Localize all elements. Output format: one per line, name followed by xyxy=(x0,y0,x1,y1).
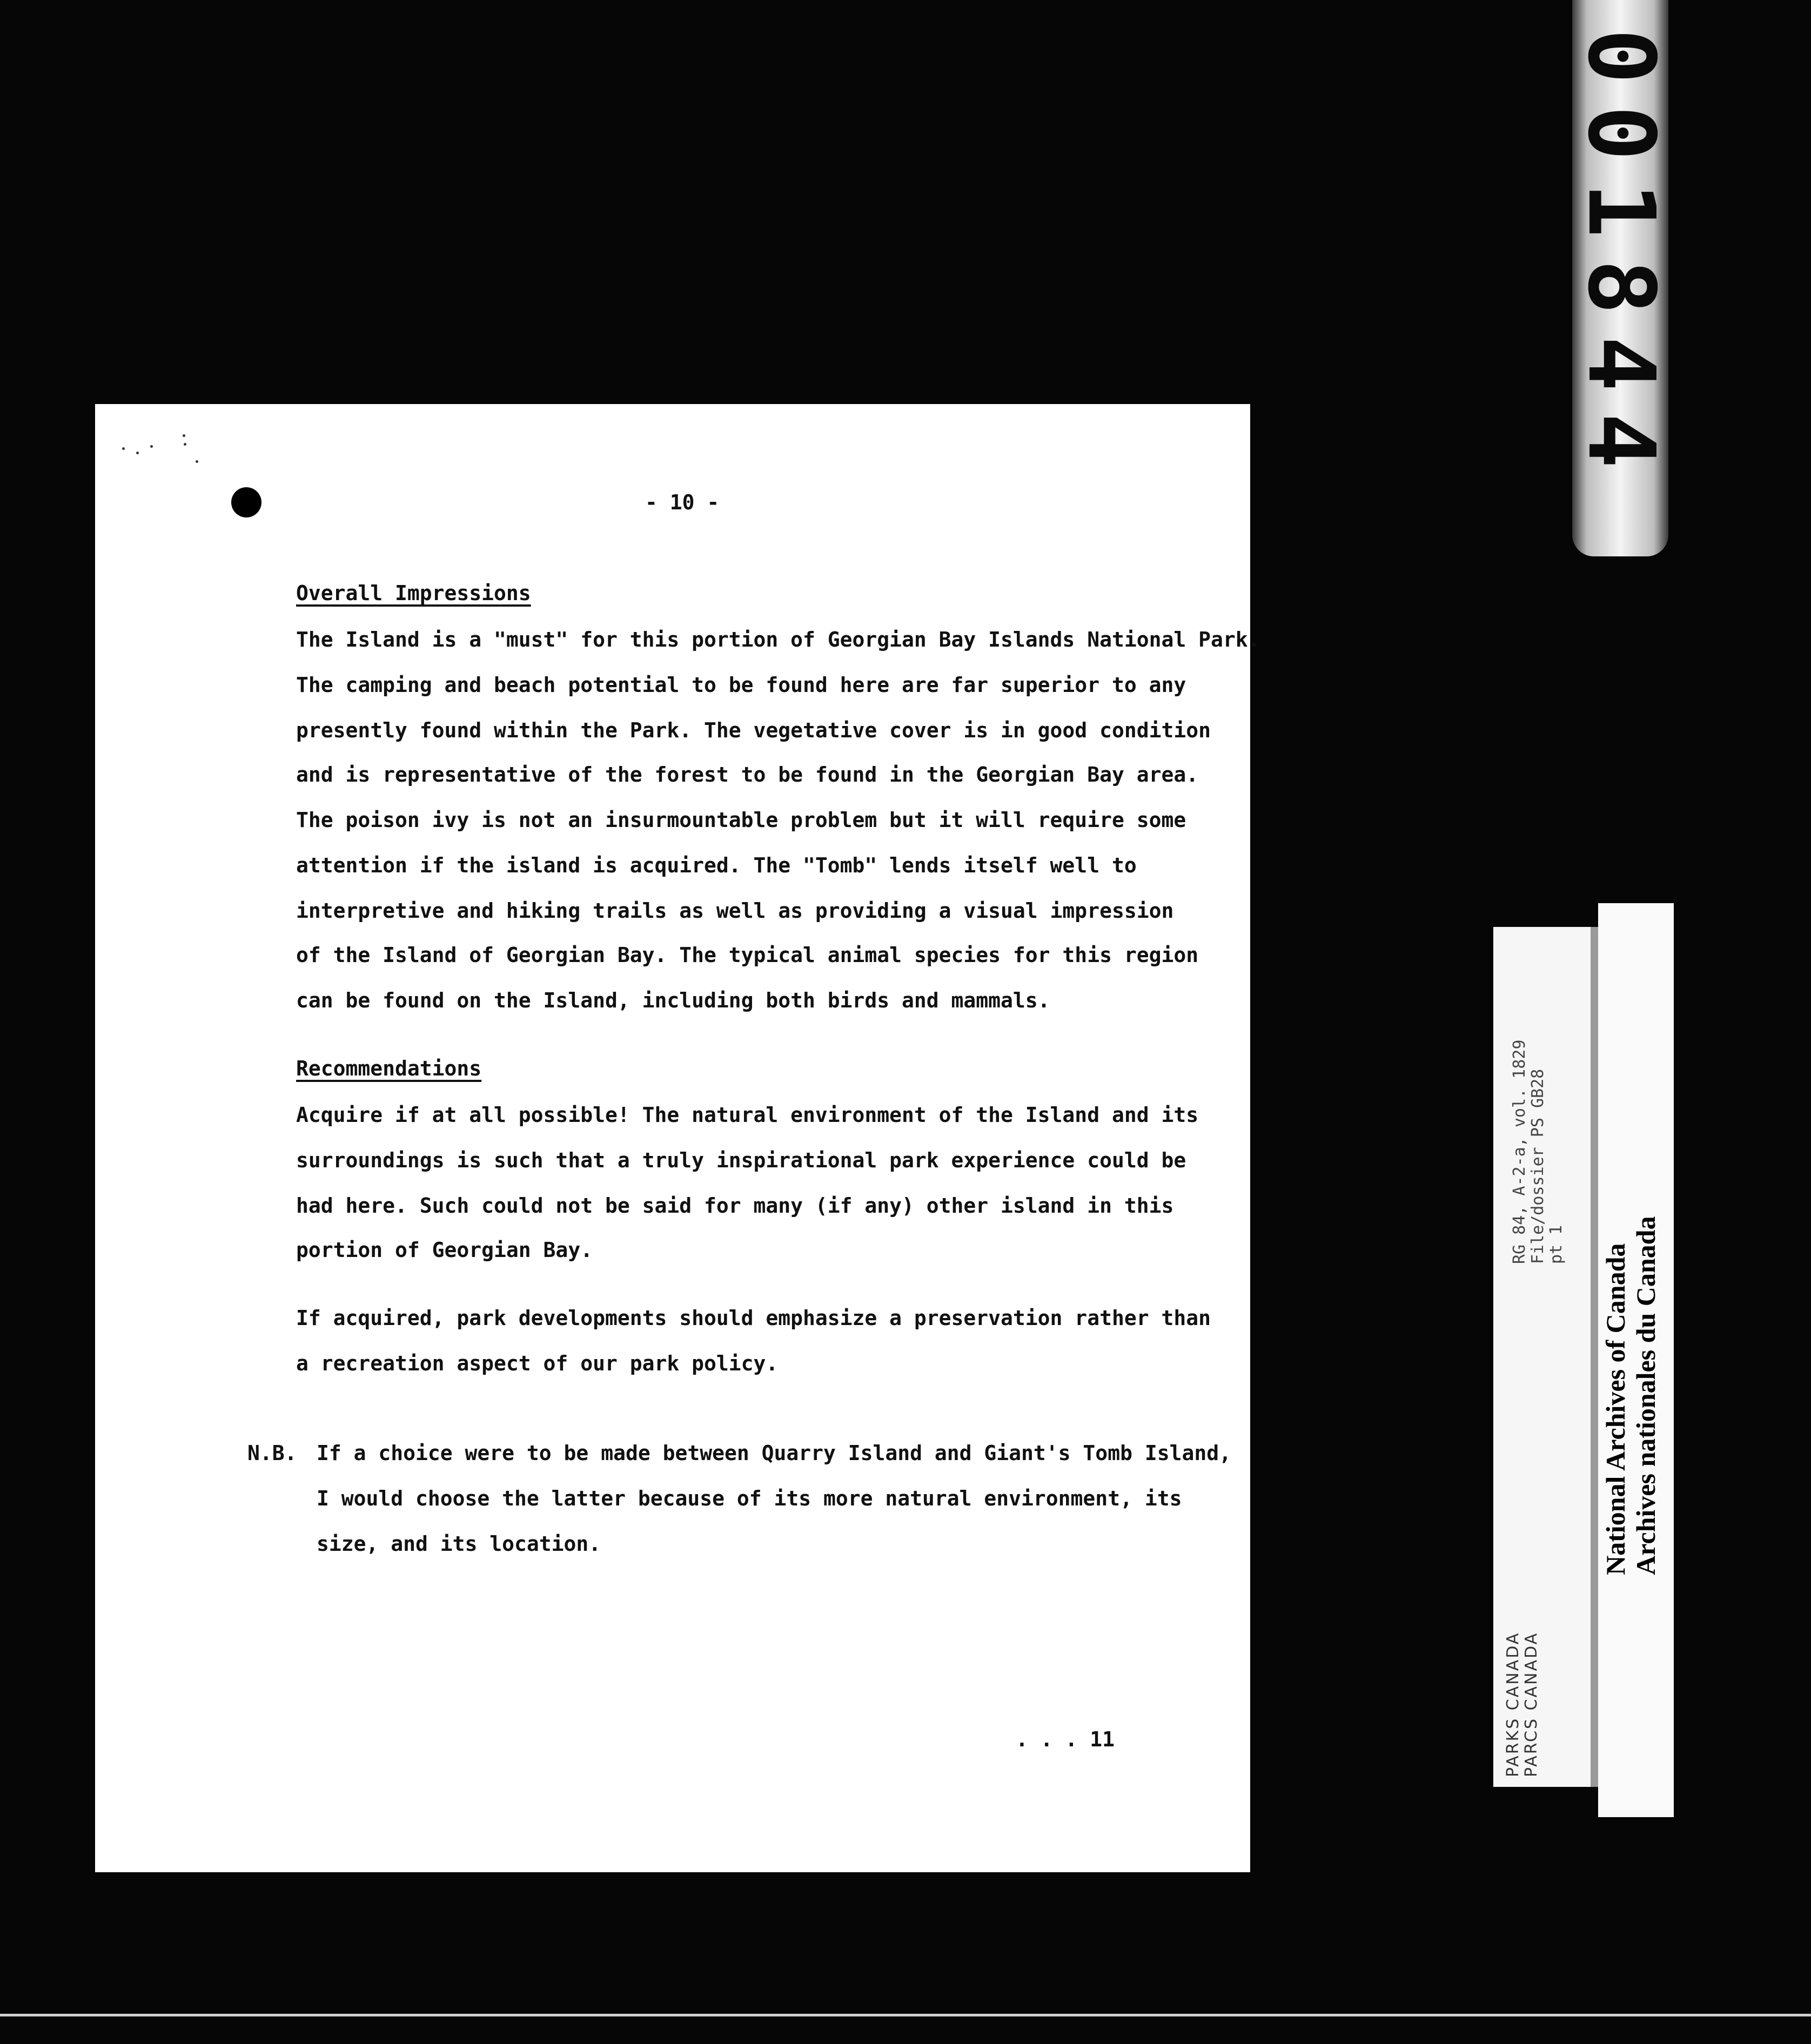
archives-line: National Archives of Canada xyxy=(1600,1243,1631,1575)
section-heading-overall-impressions: Overall Impressions xyxy=(296,581,531,605)
text-line: portion of Georgian Bay. xyxy=(296,1238,593,1262)
text-line: If a choice were to be made between Quarry Island and Giant's Tomb Island, xyxy=(317,1441,1231,1465)
document-page xyxy=(95,404,1250,1872)
frame-number-text: 001844 xyxy=(1567,28,1674,490)
parks-canada-block xyxy=(1504,1632,1541,1777)
punch-hole xyxy=(231,487,261,517)
text-line: can be found on the Island, including both birds and mammals. xyxy=(296,989,1050,1012)
text-line: The poison ivy is not an insurmountable problem but it will require some xyxy=(296,808,1186,832)
parks-line: PARCS CANADA xyxy=(1522,1631,1541,1777)
reference-line: RG 84, A-2-a, vol. 1829 xyxy=(1510,1039,1529,1264)
frame-number xyxy=(1567,22,1674,497)
text-line: and is representative of the forest to be found in the Georgian Bay area. xyxy=(296,763,1199,786)
reference-block xyxy=(1511,1040,1566,1264)
film-edge-line xyxy=(0,2014,1811,2016)
text-line: attention if the island is acquired. The "Tomb" lends itself well to xyxy=(296,853,1137,877)
note-label: N.B. xyxy=(247,1441,297,1465)
text-line: interpretive and hiking trails as well as providing a visual impression xyxy=(296,899,1174,923)
section-heading-recommendations: Recommendations xyxy=(296,1057,482,1080)
continuation-marker: . . . 11 xyxy=(1016,1727,1115,1751)
archives-line: Archives nationales du Canada xyxy=(1631,1216,1661,1575)
text-line: The Island is a "must" for this portion of Georgian Bay Islands National Park. xyxy=(296,628,1260,651)
national-archives-block xyxy=(1600,1216,1661,1575)
reference-line: File/dossier PS GB28 xyxy=(1528,1068,1547,1264)
parks-line: PARKS CANADA xyxy=(1504,1631,1522,1777)
text-line: presently found within the Park. The vegetative cover is in good condition xyxy=(296,718,1211,742)
text-line: size, and its location. xyxy=(317,1532,601,1556)
text-line: I would choose the latter because of its more natural environment, its xyxy=(317,1487,1182,1510)
text-line: of the Island of Georgian Bay. The typical animal species for this region xyxy=(296,943,1199,967)
text-line: surroundings is such that a truly inspirational park experience could be xyxy=(296,1148,1186,1172)
text-line: had here. Such could not be said for many (if any) other island in this xyxy=(296,1194,1174,1218)
text-line: If acquired, park developments should emphasize a preservation rather than xyxy=(296,1306,1211,1330)
page-number: - 10 - xyxy=(645,490,720,514)
text-line: a recreation aspect of our park policy. xyxy=(296,1352,779,1375)
paper-specks xyxy=(117,427,209,470)
text-line: The camping and beach potential to be found here are far superior to any xyxy=(296,673,1186,697)
text-line: Acquire if at all possible! The natural environment of the Island and its xyxy=(296,1103,1199,1127)
reference-line: pt 1 xyxy=(1547,1225,1566,1264)
